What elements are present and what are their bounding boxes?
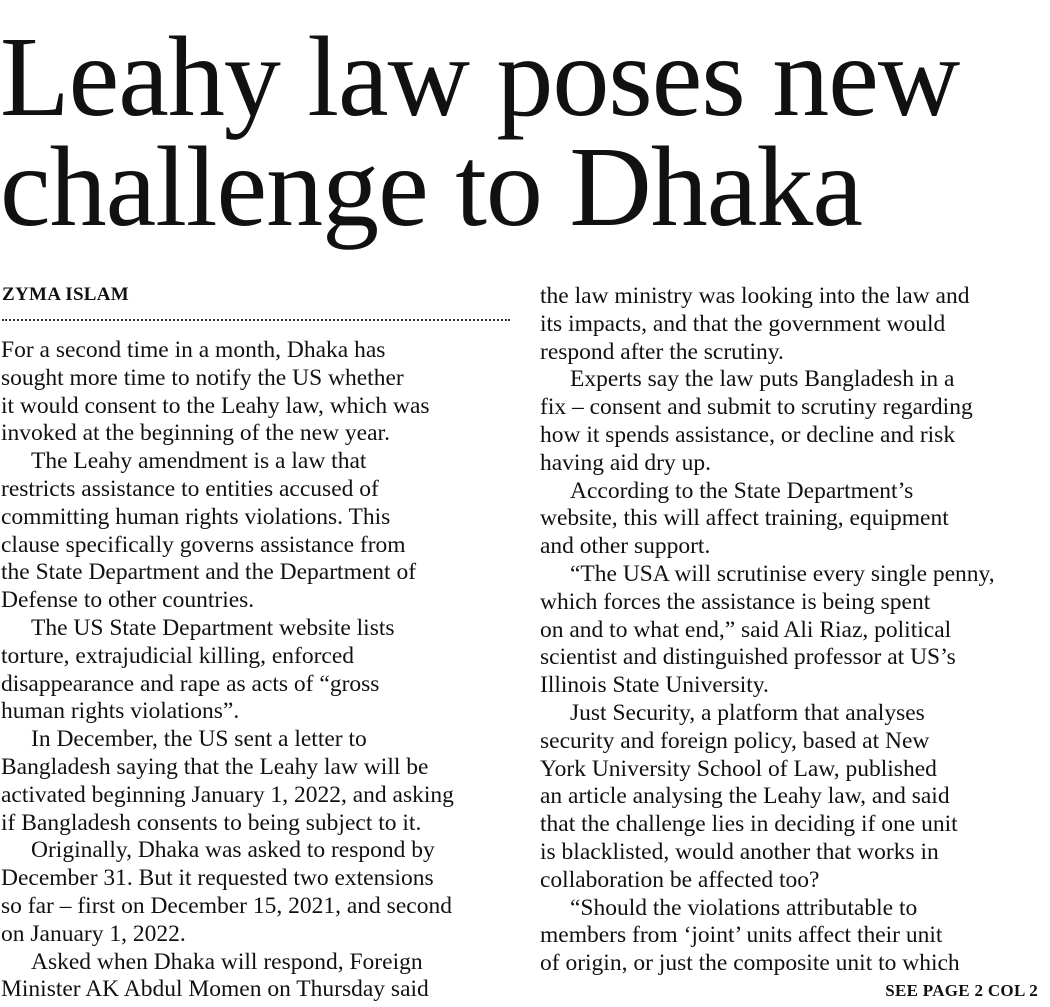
right-column-line: York University School of Law, published: [540, 755, 937, 782]
right-column-line: its impacts, and that the government would: [540, 310, 946, 337]
left-column-line: so far – first on December 15, 2021, and second: [1, 892, 452, 919]
right-column-line: Just Security, a platform that analyses: [570, 699, 925, 726]
left-column-line: Asked when Dhaka will respond, Foreign: [31, 948, 423, 975]
left-column-line: the State Department and the Department of: [1, 559, 417, 586]
left-column-line: human rights violations”.: [1, 698, 240, 725]
right-column-line: and other support.: [540, 533, 711, 560]
byline-divider: [2, 319, 510, 321]
byline: ZYMA ISLAM: [2, 284, 130, 305]
right-column-line: “The USA will scrutinise every single penny,: [570, 560, 995, 587]
right-column-line: an article analysing the Leahy law, and said: [540, 783, 950, 810]
left-column-line: sought more time to notify the US whether: [1, 364, 404, 391]
left-column-line: In December, the US sent a letter to: [31, 726, 367, 753]
right-column-line: having aid dry up.: [540, 449, 711, 476]
left-column-line: torture, extrajudicial killing, enforced: [1, 642, 355, 669]
right-column-line: Illinois State University.: [540, 672, 769, 699]
right-column-line: website, this will affect training, equipment: [540, 505, 949, 532]
right-column-line: that the challenge lies in deciding if one unit: [540, 811, 958, 838]
left-column-line: Bangladesh saying that the Leahy law will be: [1, 753, 429, 780]
left-column-line: disappearance and rape as acts of “gross: [1, 670, 380, 697]
left-column-line: Minister AK Abdul Momen on Thursday said: [1, 976, 429, 1003]
headline: [0, 13, 1050, 250]
left-column-line: December 31. But it requested two extensions: [1, 865, 434, 892]
right-column-line: respond after the scrutiny.: [540, 338, 784, 365]
left-column-line: Originally, Dhaka was asked to respond by: [31, 837, 435, 864]
left-column-line: on January 1, 2022.: [1, 920, 186, 947]
right-column-line: security and foreign policy, based at New: [540, 727, 930, 754]
left-column-line: The Leahy amendment is a law that: [31, 448, 367, 475]
right-column-line: the law ministry was looking into the law and: [540, 283, 970, 309]
right-column-line: Experts say the law puts Bangladesh in a: [570, 366, 955, 393]
left-column-line: invoked at the beginning of the new year.: [1, 420, 390, 447]
right-column-line: on and to what end,” said Ali Riaz, political: [540, 616, 952, 643]
headline-line: Leahy law poses new: [0, 13, 960, 140]
continuation-note: SEE PAGE 2 COL 2: [885, 981, 1038, 1000]
article-column-right: [540, 283, 1050, 978]
right-column-line: According to the State Department’s: [570, 477, 914, 504]
left-column-line: restricts assistance to entities accused of: [1, 475, 379, 502]
left-column-line: it would consent to the Leahy law, which was: [1, 392, 430, 419]
right-column-line: fix – consent and submit to scrutiny regarding: [540, 394, 973, 421]
right-column-line: which forces the assistance is being spent: [540, 588, 931, 615]
left-column-line: committing human rights violations. This: [1, 503, 391, 530]
left-column-line: if Bangladesh consents to being subject to it.: [1, 809, 422, 836]
right-column-line: “Should the violations attributable to: [570, 894, 918, 921]
right-column-line: how it spends assistance, or decline and risk: [540, 421, 956, 448]
left-column-line: Defense to other countries.: [1, 587, 255, 614]
right-column-line: members from ‘joint’ units affect their unit: [540, 922, 943, 949]
left-column-line: The US State Department website lists: [31, 614, 395, 641]
right-column-line: is blacklisted, would another that works in: [540, 838, 939, 865]
left-column-line: activated beginning January 1, 2022, and asking: [1, 781, 454, 808]
left-column-line: clause specifically governs assistance from: [1, 531, 406, 558]
article-column-left: [1, 337, 521, 1004]
right-column-line: collaboration be affected too?: [540, 866, 820, 893]
right-column-line: scientist and distinguished professor at US’s: [540, 644, 956, 671]
right-column-line: of origin, or just the composite unit to which: [540, 950, 960, 977]
left-column-line: For a second time in a month, Dhaka has: [1, 337, 386, 363]
headline-line: challenge to Dhaka: [0, 123, 862, 250]
